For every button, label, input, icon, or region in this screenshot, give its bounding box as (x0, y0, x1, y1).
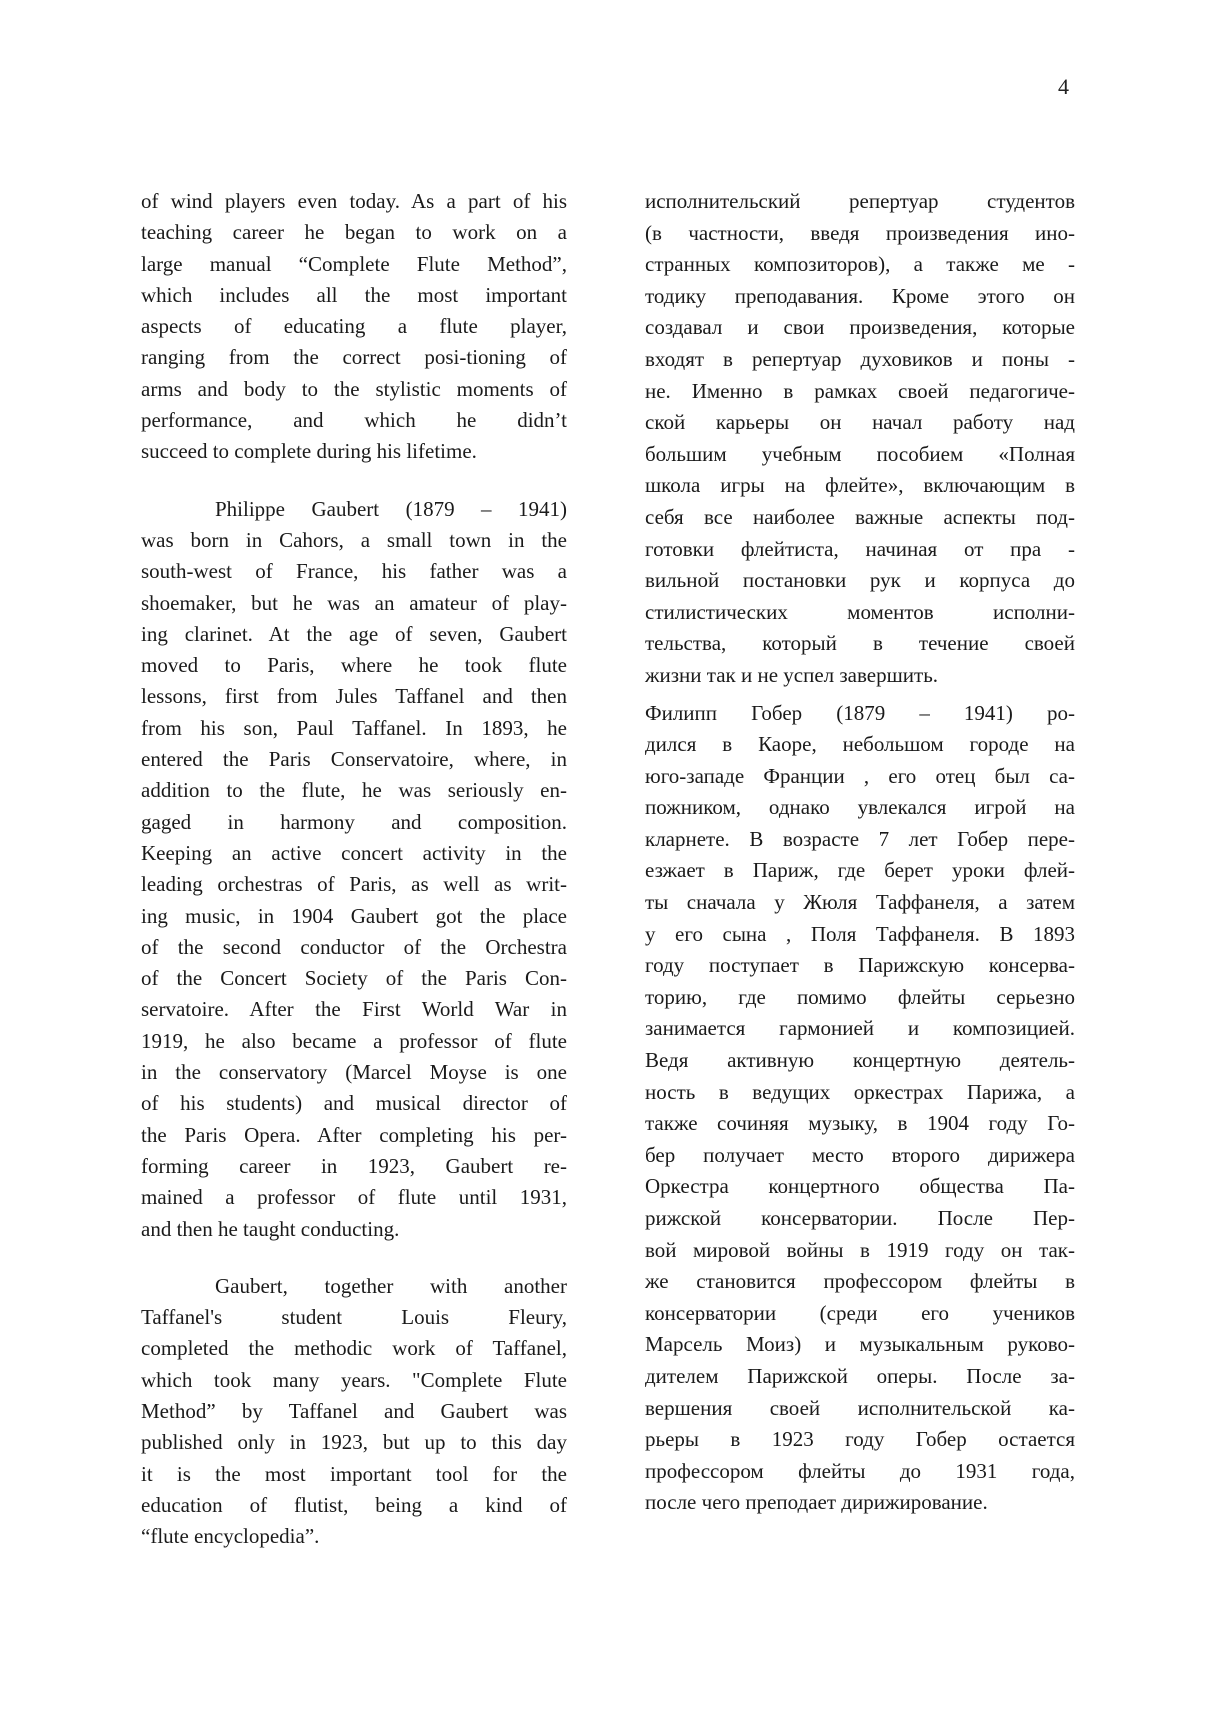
text-line: ность в ведущих оркестрах Парижа, а (645, 1079, 1075, 1104)
english-paragraph (141, 494, 567, 1245)
text-line: большим учебным пособием «Полная (645, 441, 1075, 466)
text-line: which includes all the most important (141, 282, 567, 307)
paragraph-gap (141, 468, 567, 494)
text-line: Taffanel's student Louis Fleury, (141, 1305, 567, 1330)
text-line: бер получает место второго дирижера (645, 1142, 1075, 1167)
text-line: succeed to complete during his lifetime. (141, 439, 477, 464)
text-line: рижской консерватории. После Пер- (645, 1206, 1075, 1230)
text-line: также сочиняя музыку, в 1904 году Го- (645, 1111, 1075, 1136)
text-line: дителем Парижской оперы. После за- (645, 1363, 1075, 1388)
text-line: ской карьеры он начал работу над (645, 410, 1075, 435)
text-line: and then he taught conducting. (141, 1216, 400, 1241)
text-line: Philippe Gaubert (1879 – 1941) (215, 496, 567, 521)
text-line: создавал и свои произведения, которые (645, 315, 1075, 340)
text-line: performance, and which he didn’t (141, 408, 567, 433)
text-line: школа игры на флейте», включающим в (645, 473, 1075, 498)
text-line: готовки флейтиста, начиная от пра - (645, 536, 1075, 561)
text-line: же становится профессором флейты в (645, 1269, 1075, 1294)
text-line: тодику преподавания. Кроме этого он (645, 283, 1075, 308)
text-line: moved to Paris, where he took flute (141, 653, 567, 678)
text-line: entered the Paris Conservatoire, where, in (141, 747, 567, 772)
text-line: юго-западе Франции , его отец был са- (645, 763, 1075, 788)
text-line: large manual “Complete Flute Method”, (141, 251, 567, 276)
english-paragraph (141, 186, 567, 468)
text-line: ranging from the correct posi-tioning of (141, 345, 567, 370)
russian-paragraph (645, 186, 1075, 692)
english-paragraph (141, 1271, 567, 1553)
text-line: Method” by Taffanel and Gaubert was (141, 1398, 567, 1423)
text-line: published only in 1923, but up to this day (141, 1430, 567, 1455)
text-line: вершения своей исполнительской ка- (645, 1395, 1075, 1420)
text-line: of wind players even today. As a part of his (141, 189, 567, 213)
text-line: входят в репертуар духовиков и поны - (645, 346, 1075, 371)
text-line: ing clarinet. At the age of seven, Gaubert (141, 621, 567, 646)
text-line: консерватории (среди его учеников (645, 1300, 1075, 1325)
page-number: 4 (1058, 74, 1069, 99)
text-line: Филипп Гобер (1879 – 1941) ро- (645, 700, 1075, 725)
text-line: пожником, однако увлекался игрой на (645, 795, 1075, 820)
paragraph-gap (141, 1245, 567, 1271)
text-line: себя все наиболее важные аспекты под- (645, 504, 1075, 529)
text-line: arms and body to the stylistic moments of (141, 376, 567, 401)
text-line: ing music, in 1904 Gaubert got the place (141, 903, 567, 928)
text-line: исполнительский репертуар студентов (645, 189, 1075, 213)
text-line: in the conservatory (Marcel Moyse is one (141, 1060, 567, 1085)
text-line: стилистических моментов исполни- (645, 599, 1075, 624)
text-line: shoemaker, but he was an amateur of play- (141, 590, 567, 615)
russian-paragraph (645, 698, 1075, 1519)
text-line: торию, где помимо флейты серьезно (645, 984, 1075, 1009)
text-line: lessons, first from Jules Taffanel and then (141, 684, 567, 709)
text-line: не. Именно в рамках своей педагогиче- (645, 378, 1075, 403)
text-line: после чего преподает дирижирование. (645, 1490, 988, 1515)
text-line: south-west of France, his father was a (141, 559, 567, 584)
text-line: addition to the flute, he was seriously en- (141, 778, 567, 803)
text-line: занимается гармонией и композицией. (645, 1016, 1075, 1041)
text-line: кларнете. В возрасте 7 лет Гобер пере- (645, 826, 1075, 851)
text-line: servatoire. After the First World War in (141, 997, 567, 1022)
text-line: ты сначала у Жюля Таффанеля, а затем (645, 890, 1075, 915)
text-line: it is the most important tool for the (141, 1461, 567, 1486)
text-line: вильной постановки рук и корпуса до (645, 568, 1075, 593)
text-line: the Paris Opera. After completing his per- (141, 1122, 567, 1147)
text-line: вой мировой войны в 1919 году он так- (645, 1237, 1075, 1262)
text-line: of his students) and musical director of (141, 1091, 567, 1116)
text-line: from his son, Paul Taffanel. In 1893, he (141, 715, 567, 740)
text-line: жизни так и не успел завершить. (645, 662, 939, 687)
text-line: forming career in 1923, Gaubert re- (141, 1153, 567, 1178)
text-line: Марсель Моиз) и музыкальным руково- (645, 1332, 1075, 1357)
text-line: aspects of educating a flute player, (141, 314, 567, 339)
text-line: leading orchestras of Paris, as well as writ- (141, 872, 567, 897)
russian-column (645, 186, 1075, 1519)
text-line: Keeping an active concert activity in the (141, 840, 567, 865)
text-line: (в частности, введя произведения ино- (645, 220, 1075, 245)
text-line: странных композиторов), а также ме - (645, 252, 1075, 277)
text-line: of the Concert Society of the Paris Con- (141, 966, 567, 991)
text-line: рьеры в 1923 году Гобер остается (645, 1427, 1075, 1452)
text-line: “flute encyclopedia”. (141, 1524, 320, 1549)
text-line: профессором флейты до 1931 года, (645, 1458, 1075, 1483)
text-line: тельства, который в течение своей (645, 631, 1075, 656)
text-line: Оркестра концертного общества Па- (645, 1174, 1075, 1199)
text-line: education of flutist, being a kind of (141, 1492, 567, 1517)
text-line: дился в Каоре, небольшом городе на (645, 732, 1075, 757)
text-line: gaged in harmony and composition. (141, 809, 567, 834)
text-line: mained a professor of flute until 1931, (141, 1185, 567, 1210)
text-line: was born in Cahors, a small town in the (141, 527, 567, 552)
text-line: Gaubert, together with another (215, 1273, 567, 1298)
text-line: езжает в Париж, где берет уроки флей- (645, 858, 1075, 883)
text-line: of the second conductor of the Orchestra (141, 934, 567, 959)
text-line: 1919, he also became a professor of flute (141, 1028, 567, 1053)
text-line: у его сына , Поля Таффанеля. В 1893 (645, 921, 1075, 946)
text-line: completed the methodic work of Taffanel, (141, 1336, 567, 1361)
text-line: году поступает в Парижскую консерва- (645, 953, 1075, 978)
text-line: teaching career he began to work on a (141, 220, 567, 245)
english-column (141, 186, 567, 1552)
text-line: which took many years. "Complete Flute (141, 1367, 567, 1392)
text-line: Ведя активную концертную деятель- (645, 1048, 1075, 1073)
